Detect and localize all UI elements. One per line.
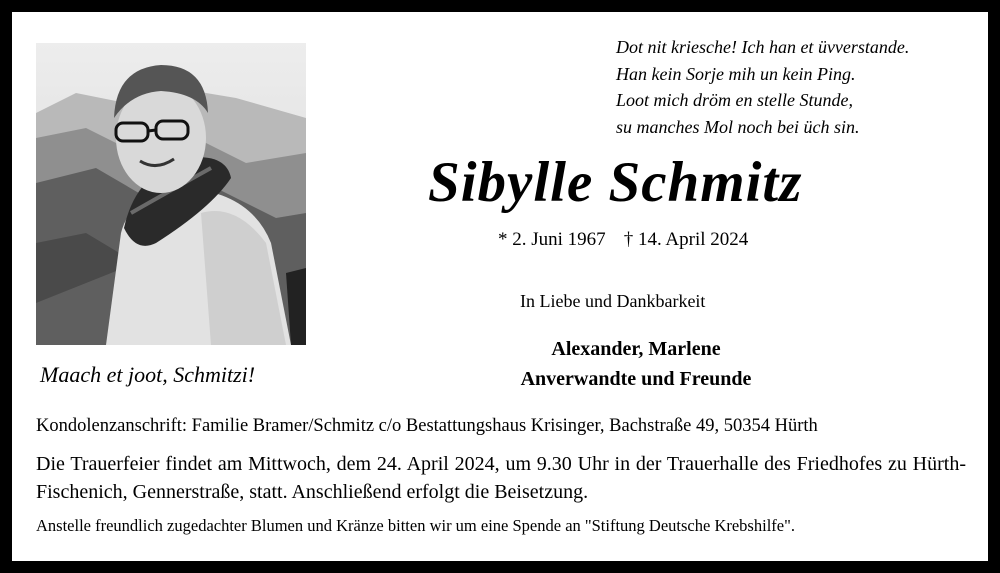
photo-caption: Maach et joot, Schmitzi! [40, 362, 256, 387]
mourners-line: Anverwandte und Freunde [520, 368, 752, 390]
life-dates [498, 229, 748, 251]
deceased-name: Sibylle Schmitz [428, 151, 803, 214]
donation-note: Anstelle freundlich zugedachter Blumen und Kränze bitten wir um eine Spende an "Stiftung Deutsche Krebshilfe". [36, 516, 795, 535]
poem-line: Loot mich dröm en stelle Stunde, [616, 90, 853, 110]
condolence-address: Kondolenzanschrift: Familie Bramer/Schmitz c/o Bestattungshaus Krisinger, Bachstraße 49, 50354 Hürth [36, 416, 818, 436]
portrait-image [36, 43, 306, 345]
mourners [486, 334, 786, 394]
mourners-intro: In Liebe und Dankbarkeit [520, 291, 706, 311]
birth-date: * 2. Juni 1967 [498, 229, 606, 250]
portrait-photo [36, 43, 306, 345]
mourners-line: Alexander, Marlene [551, 338, 721, 360]
poem-line: Han kein Sorje mih un kein Ping. [616, 63, 856, 84]
poem [616, 34, 909, 140]
death-date: † 14. April 2024 [623, 229, 749, 250]
poem-line: su manches Mol noch bei üch sin. [616, 116, 860, 137]
ceremony-info: Die Trauerfeier findet am Mittwoch, dem 24. April 2024, um 9.30 Uhr in der Trauerhalle des Friedhofes zu Hürth-Fischenich, Gennerstraße, statt. Anschließend erfolgt die Beisetzung. [36, 453, 966, 503]
poem-line: Dot nit kriesche! Ich han et üvverstande. [616, 37, 910, 57]
